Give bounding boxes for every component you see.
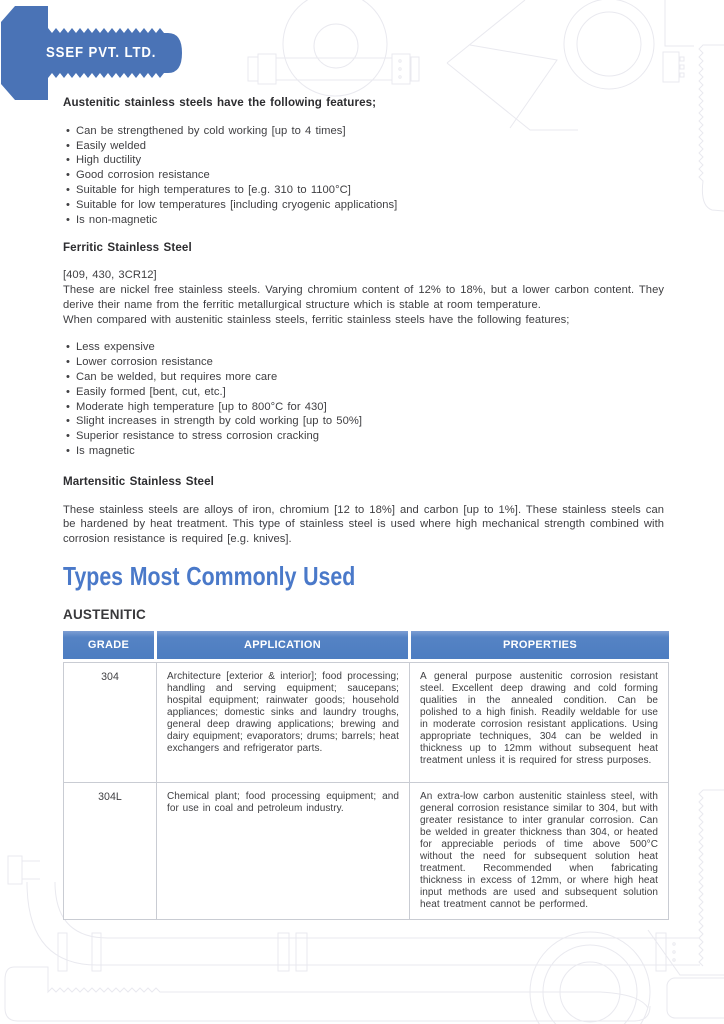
company-name: SSEF PVT. LTD.: [46, 44, 157, 61]
list-item: • Good corrosion resistance: [66, 168, 664, 183]
list-item: • Suitable for high temperatures to [e.g. 310 to 1100°C]: [66, 183, 664, 198]
table-row: [64, 663, 668, 782]
document-content: [63, 96, 664, 920]
martensitic-paragraph: These stainless steels are alloys of iron, chromium [12 to 18%] and carbon [up to 1%]. These stainless steels can be hardened by heat treatment. This type of stainless steel is used where high mechanical strength combined with corrosion resistance is required [e.g. knives].: [63, 503, 664, 546]
company-logo: [0, 0, 220, 110]
ferritic-heading: Ferritic Stainless Steel: [63, 241, 192, 255]
application-cell: Chemical plant; food processing equipment; and for use in coal and petroleum industry.: [157, 782, 410, 919]
ferritic-grades-line: [409, 430, 3CR12]: [63, 269, 157, 282]
types-most-commonly-used-heading: Types Most Commonly Used: [63, 560, 356, 591]
table-header-application: APPLICATION: [157, 631, 411, 659]
list-item: • Is magnetic: [66, 444, 664, 459]
list-item: • Can be welded, but requires more care: [66, 370, 664, 385]
list-item: • Can be strengthened by cold working [up to 4 times]: [66, 124, 664, 139]
grade-cell: 304L: [64, 782, 157, 919]
list-item: • High ductility: [66, 153, 664, 168]
martensitic-heading: Martensitic Stainless Steel: [63, 474, 214, 488]
list-item: • Moderate high temperature [up to 800°C for 430]: [66, 400, 664, 415]
list-item: • Superior resistance to stress corrosion cracking: [66, 429, 664, 444]
logo-bolt-arrow-shape: [1, 6, 48, 100]
list-item: • Is non-magnetic: [66, 213, 664, 228]
top-right-ring-drawing: [564, 0, 684, 89]
right-thread-top-drawing: [699, 45, 724, 211]
properties-cell: An extra-low carbon austenitic stainless steel, with general corrosion resistance similar to 304, but with greater resistance to inter granular corrosion. Can be welded in greater thickness than 304, or heated for appreciable periods of time above 500°C without the need for subsequent solution heat treatment. Recommended when fabricating thickness in excess of 12mm, or where high heat input methods are used and subsequent solution heat treatment cannot be performed.: [410, 782, 668, 919]
list-item: • Lower corrosion resistance: [66, 355, 664, 370]
application-cell: Architecture [exterior & interior]; food processing; handling and serving equipment; saucepans; hospital equipment; rainwater goods; household appliances; domestic sinks and laundry troughs, general deep drawing applications; brewing and dairy equipment; evaporators; drums; barrels; heat exchangers and refrigerator parts.: [157, 663, 410, 782]
properties-cell: A general purpose austenitic corrosion resistant steel. Excellent deep drawing and cold forming qualities in the annealed condition. Can be polished to a high finish. Readily weldable for use in moderate corrosion resistant applications. Using appropriate techniques, 304 can be welded in thickness up to 12mm without subsequent heat treatment unless it is required for stress purposes.: [420, 670, 658, 766]
table-body: [63, 662, 669, 920]
ferritic-features-list: [63, 340, 664, 458]
austenitic-table-label: AUSTENITIC: [63, 606, 146, 622]
austenitic-features-list: [63, 124, 664, 228]
table-row: [64, 782, 668, 919]
list-item: • Suitable for low temperatures [including cryogenic applications]: [66, 198, 664, 213]
austenitic-features-heading: Austenitic stainless steels have the following features;: [63, 96, 377, 109]
ferritic-paragraph: These are nickel free stainless steels. Varying chromium content of 12% to 18%, but a lower carbon content. They derive their name from the ferritic metallurgical structure which is stable at room temperature.: [63, 283, 664, 311]
list-item: • Less expensive: [66, 340, 664, 355]
table-header-grade: GRADE: [63, 631, 157, 659]
ferritic-compare-line: When compared with austenitic stainless steels, ferritic stainless steels have the following features;: [63, 313, 570, 326]
grade-cell: 304: [64, 663, 157, 782]
top-eyebolt-drawing: [248, 0, 419, 96]
list-item: • Slight increases in strength by cold working [up to 50%]: [66, 414, 664, 429]
austenitic-grades-table: [63, 631, 669, 920]
list-item: • Easily welded: [66, 139, 664, 154]
list-item: • Easily formed [bent, cut, etc.]: [66, 385, 664, 400]
table-header-row: [63, 631, 669, 659]
table-header-properties: PROPERTIES: [411, 631, 669, 659]
